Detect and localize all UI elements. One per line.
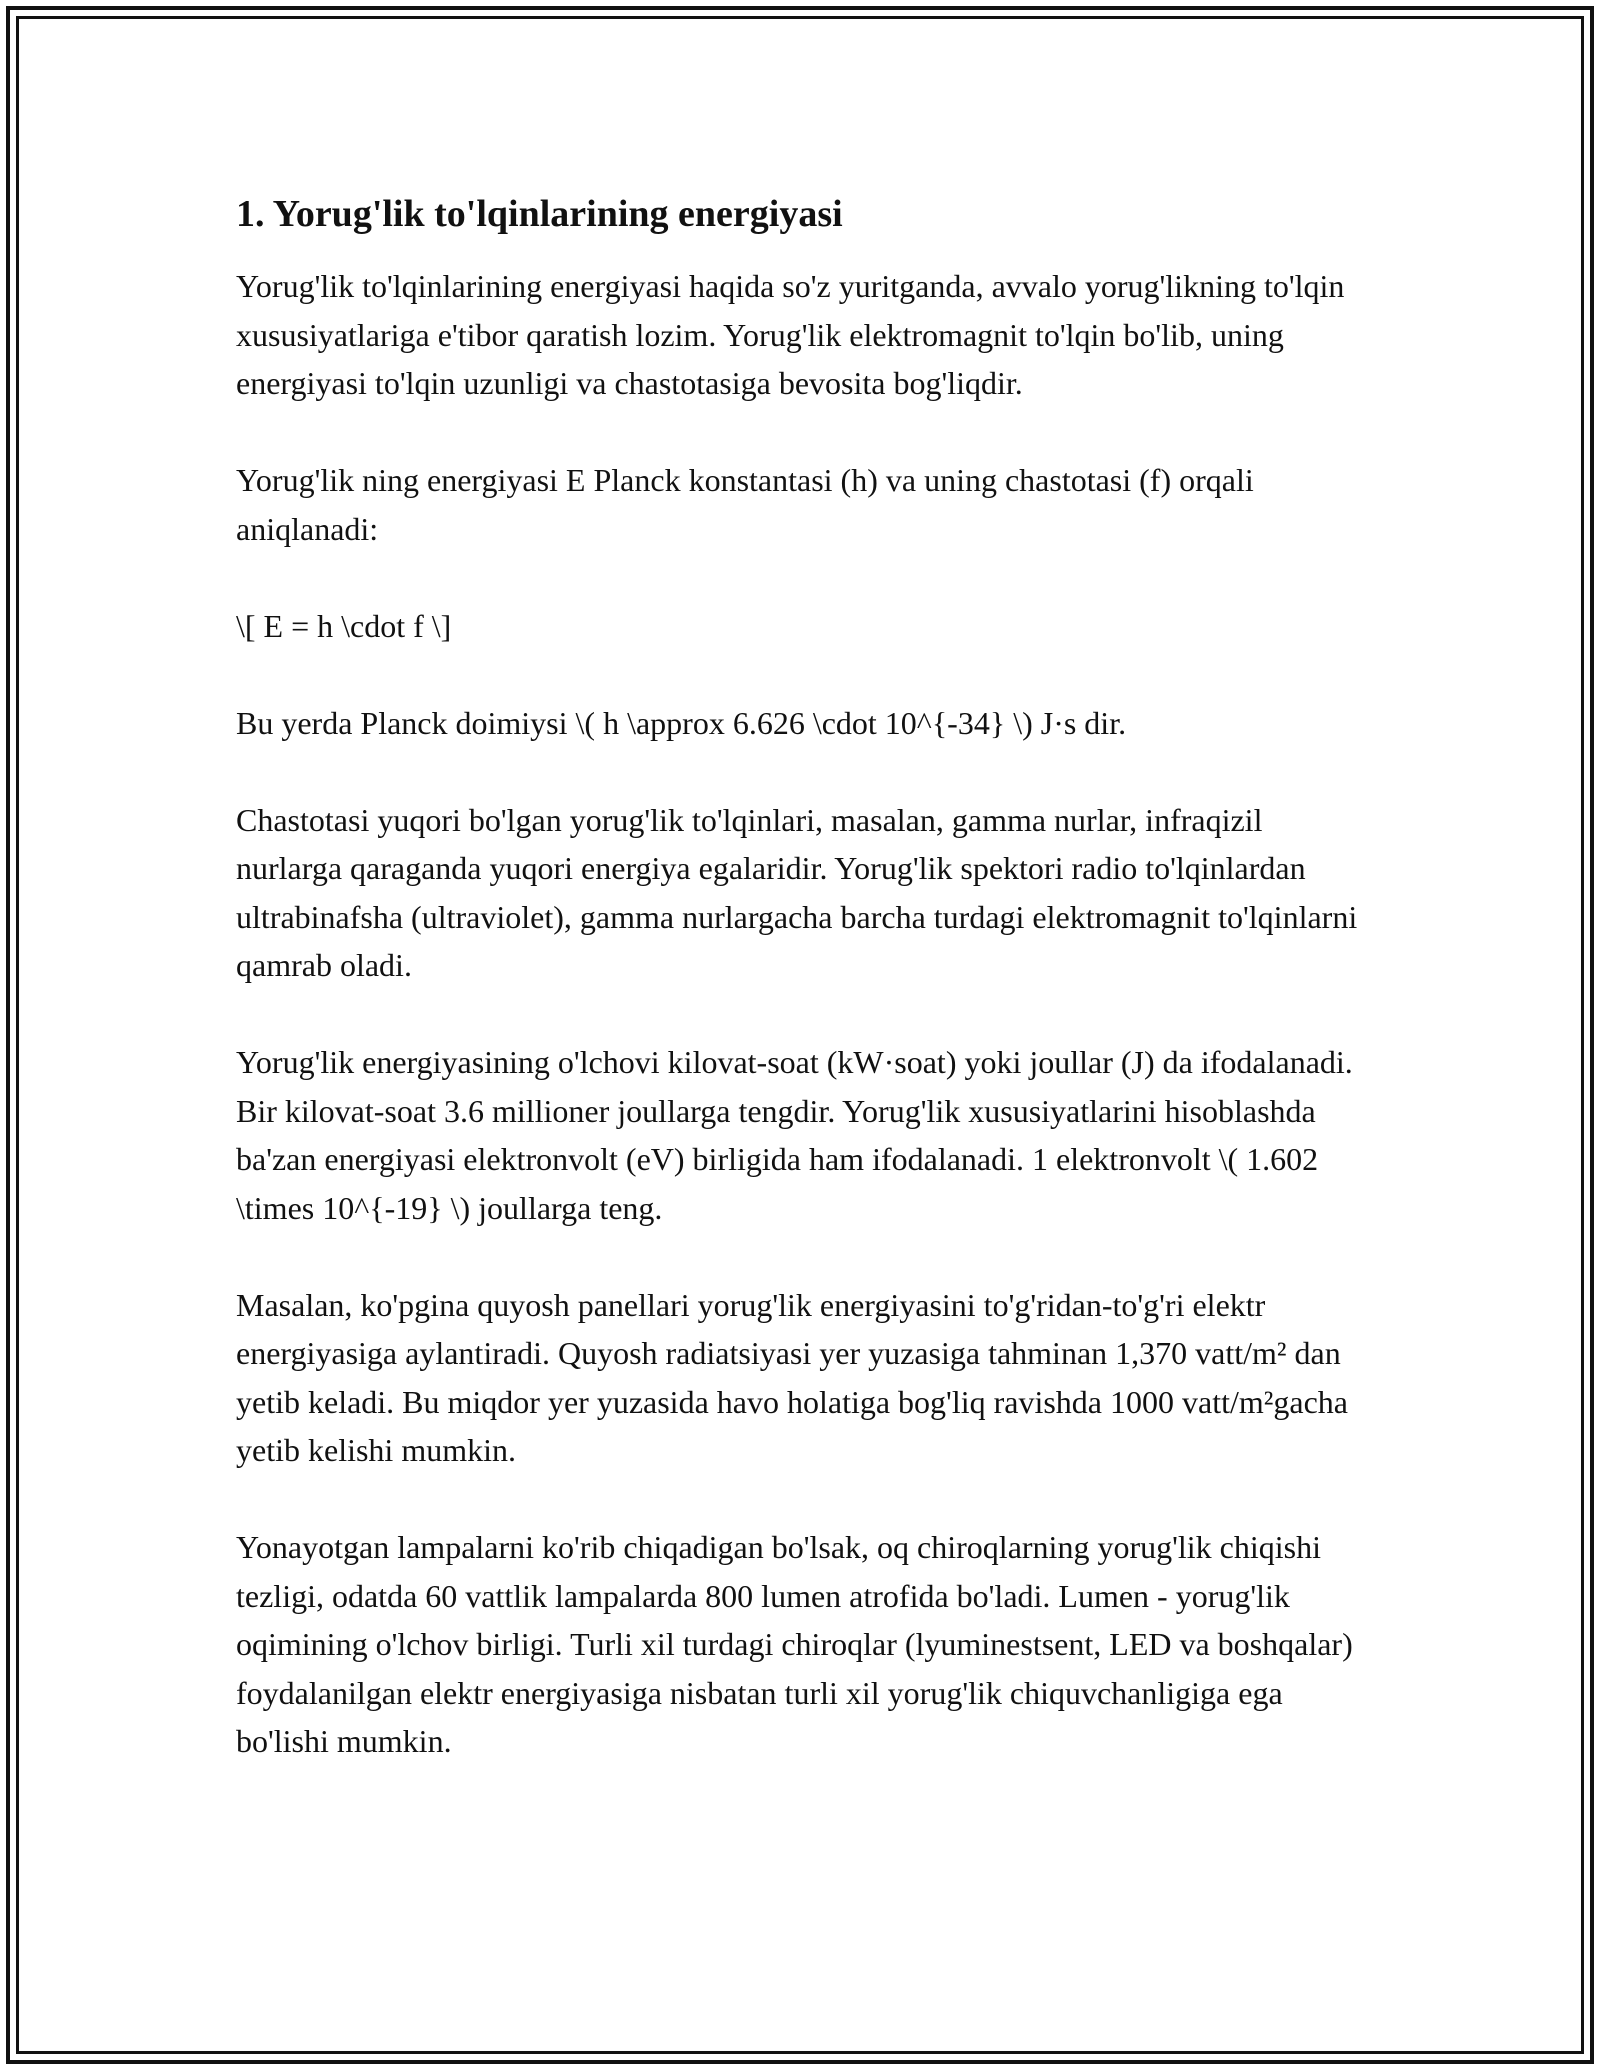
document-body <box>236 186 1376 1766</box>
section-heading: 1. Yorug'lik to'lqinlarining energiyasi <box>236 193 843 235</box>
paragraph-solar: Masalan, ko'pgina quyosh panellari yorug'lik energiyasini to'g'ridan-to'g'ri elektr energiyasiga aylantiradi. Quyosh radiatsiyasi yer yuzasiga tahminan 1,370 vatt/m² dan yetib keladi. Bu miqdor yer yuzasida havo holatiga bog'liq ravishda 1000 vatt/m²gacha yetib kelishi mumkin. <box>236 1286 1348 1468</box>
paragraph-planck-definition: Yorug'lik ning energiyasi E Planck konstantasi (h) va uning chastotasi (f) orqali aniqlanadi: <box>236 462 1254 547</box>
paragraph-planck-constant: Bu yerda Planck doimiysi \( h \approx 6.626 \cdot 10^{-34} \) J·s dir. <box>236 704 1127 741</box>
formula-energy: \[ E = h \cdot f \] <box>236 607 452 644</box>
paragraph-units: Yorug'lik energiyasining o'lchovi kilovat-soat (kW·soat) yoki joullar (J) da ifodalanadi. Bir kilovat-soat 3.6 millioner joullarga tengdir. Yorug'lik xususiyatlarini hisoblashda ba'zan energiyasi elektronvolt (eV) birligida ham ifodalanadi. 1 elektronvolt \( 1.602 \times 10^{-19} \) joullarga teng. <box>236 1044 1353 1226</box>
paragraph-spectrum: Chastotasi yuqori bo'lgan yorug'lik to'lqinlari, masalan, gamma nurlar, infraqizil nurlarga qaraganda yuqori energiya egalaridir. Yorug'lik spektori radio to'lqinlardan ultrabinafsha (ultraviolet), gamma nurlargacha barcha turdagi elektromagnit to'lqinlarni qamrab oladi. <box>236 801 1358 983</box>
paragraph-intro: Yorug'lik to'lqinlarining energiyasi haqida so'z yuritganda, avvalo yorug'likning to'lqin xususiyatlariga e'tibor qaratish lozim. Yorug'lik elektromagnit to'lqin bo'lib, uning energiyasi to'lqin uzunligi va chastotasiga bevosita bog'liqdir. <box>236 268 1345 401</box>
paragraph-lamps: Yonayotgan lampalarni ko'rib chiqadigan bo'lsak, oq chiroqlarning yorug'lik chiqishi tezligi, odatda 60 vattlik lampalarda 800 lumen atrofida bo'ladi. Lumen - yorug'lik oqimining o'lchov birligi. Turli xil turdagi chiroqlar (lyuminestsent, LED va boshqalar) foydalanilgan elektr energiyasiga nisbatan turli xil yorug'lik chiquvchanligiga ega bo'lishi mumkin. <box>236 1529 1353 1759</box>
